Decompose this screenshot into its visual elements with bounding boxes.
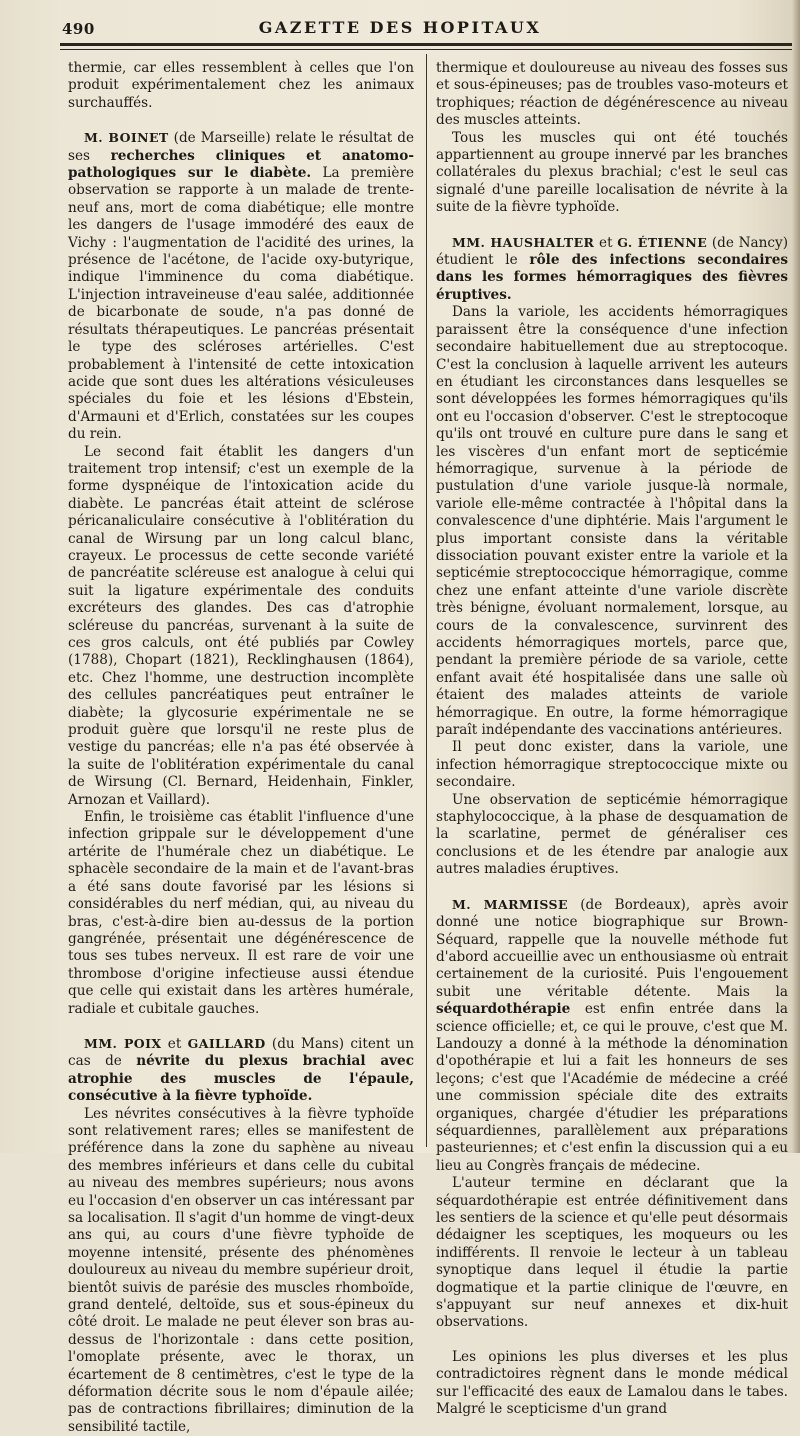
column-divider xyxy=(426,54,427,1147)
report-entry xyxy=(436,896,788,1176)
entry-lead: (du Mans) citent un cas de xyxy=(68,1035,414,1070)
paragraph: L'auteur termine en déclarant que la séquardothérapie est entrée définitivement dans les sentiers de la science et qu'elle peut désormais dédaigner les sceptiques, les moqueurs ou les indifférents. Il renvoie le lecteur à un tableau synoptique dans lequel il étudie la partie dogmatique et la partie clinique de l'œuvre, en s'appuyant sur neuf annexes et dix-huit observations. xyxy=(436,1175,788,1331)
paragraph: Il peut donc exister, dans la variole, une infection hémorragique streptococcique mixte ou secondaire. xyxy=(436,739,788,791)
page-edge-shadow xyxy=(792,0,800,1153)
author-name: M. BOINET xyxy=(84,130,169,146)
paragraph: Le second fait établit les dangers d'un traitement trop intensif; c'est un exemple de la forme dyspnéique de l'intoxication acide du diabète. Le pancréas était atteint de sclérose péricanaliculaire consécutive à l'oblitération du canal de Wirsung par un long calcul blanc, crayeux. Le processus de cette seconde variété de pancréatite scléreuse est analogue à celui qui suit la ligature expérimentale des conduits excréteurs des glandes. Des cas d'atrophie scléreuse du pancréas, survenant à la suite de ces gros calculs, ont été publiés par Cowley (1788), Chopart (1821), Recklinghausen (1864), etc. Chez l'homme, une destruction incomplète des cellules pancréatiques peut entraîner le diabète; la glycosurie expérimentale ne se produit guère que lorsqu'il ne reste plus de vestige du pancréas; elle n'a pas été observée à la suite de l'oblitération expérimentale du canal de Wirsung (Cl. Bernard, Heidenhain, Finkler, Arnozan et Vaillard). xyxy=(68,443,414,808)
header-rule-thick xyxy=(60,43,792,46)
report-entry xyxy=(68,1035,414,1106)
paragraph: Dans la variole, les accidents hémorragiques paraissent être la conséquence d'une infection secondaire habituellement due au streptocoque. C'est la conclusion à laquelle arrivent les auteurs en étudiant les circonstances dans lesquelles se sont développées les formes hémorragiques qu'ils ont eu l'occasion d'observer. C'est le streptocoque qu'ils ont trouvé en culture pure dans le sang et les viscères d'un enfant mort de septicémie hémorragique, survenue à la période de pustulation d'une variole jusque-là normale, variole elle-même contractée à l'hôpital dans la convalescence d'une diphtérie. Mais l'argument le plus important consiste dans la véritable dissociation pouvant exister entre la variole et la septicémie streptococcique hémorragique, comme chez une enfant atteinte d'une variole discrète très bénigne, évoluant normalement, lorsque, au cours de la convalescence, survinrent des accidents hémorragiques mortels, parce que, pendant la première période de sa variole, cette enfant avait été hospitalisée dans une salle où étaient des malades atteints de variole hémorragique. En outre, la forme hémorragique paraît indépendante des vaccinations antérieures. xyxy=(436,304,788,739)
entry-lead: (de Bordeaux), après avoir donné une notice biographique sur Brown-Séquard, rappelle que la nouvelle méthode fut d'abord accueillie avec un enthousiasme où entrait certainement de la curiosité. Puis l'engouement subit une véritable détente. Mais la xyxy=(436,896,788,1000)
entry-lead: (de Nancy) étudient le xyxy=(436,234,788,269)
paragraph: Une observation de septicémie hémorragique staphylococcique, à la phase de desquamation de la scarlatine, permet de généraliser ces conclusions et de les étendre par analogie aux autres maladies éruptives. xyxy=(436,791,788,878)
author-name: MM. POIX xyxy=(84,1035,162,1051)
right-column xyxy=(436,60,788,1418)
left-column xyxy=(68,60,414,1436)
paragraph: Enfin, le troisième cas établit l'influence d'une infection grippale sur le développement d'une artérite de l'humérale chez un diabétique. Le sphacèle secondaire de la main et de l'avant-bras a été sans doute favorisé par les lésions si considérables du nerf médian, qui, au niveau du bras, c'est-à-dire bien au-dessus de la portion gangrénée, présentait une dégénérescence de tous ses tubes nerveux. Il est rare de voir une thrombose d'origine infectieuse aussi étendue que celle qui existait dans les artères humérale, radiale et cubitale gauches. xyxy=(68,809,414,1017)
author-connector: et xyxy=(161,1035,188,1052)
author-name: M. MARMISSE xyxy=(452,896,568,912)
entry-text: est enfin entrée dans la science officielle; et, ce qui le prouve, c'est que M. Landouzy a donné à la méthode la dénomination d'opothérapie et lui a fait les honneurs de ses leçons; c'est que l'Académie de médecine a créé une commission spéciale dite des extraits organiques, chargée d'étudier les préparations séquardiennes, parallèlement aux préparations pasteuriennes; et c'est enfin la discussion qui a eu lieu au Congrès français de médecine. xyxy=(436,1001,788,1174)
entry-topic: rôle des infections secondaires dans les formes hémorragiques des fièvres éruptives. xyxy=(436,252,789,303)
running-head: GAZETTE DES HOPITAUX xyxy=(258,18,542,37)
paragraph: Les opinions les plus diverses et les plus contradictoires règnent dans le monde médical sur l'efficacité des eaux de Lamalou dans le tabes. Malgré le scepticisme d'un grand xyxy=(436,1348,788,1418)
report-entry xyxy=(68,129,414,443)
entry-topic: recherches cliniques et anatomo-pathologiques sur le diabète. xyxy=(68,147,414,182)
paragraph-continuation: thermie, car elles ressemblent à celles que l'on produit expérimentalement chez les animaux surchauffés. xyxy=(68,60,414,111)
author-name: G. ÉTIENNE xyxy=(617,234,708,250)
author-name: GAILLARD xyxy=(187,1035,266,1051)
page-number: 490 xyxy=(62,20,95,38)
entry-topic: névrite du plexus brachial avec atrophie des muscles de l'épaule, consécutive à la fièvre typhoïde. xyxy=(68,1053,414,1105)
entry-text: La première observation se rapporte à un malade de trente-neuf ans, mort de coma diabétique; elle montre les dangers de l'usage immodéré des eaux de Vichy : l'augmentation de l'acidité des urines, la présence de l'acétone, de l'acide oxy-butyrique, indique l'imminence du coma diabétique. L'injection intraveineuse d'eau salée, additionnée de bicarbonate de soude, n'a pas donné de résultats thérapeutiques. Le pancréas présentait le type des scléroses artérielles. C'est probablement à l'intensité de cette intoxication acide que sont dues les altérations vésiculeuses spéciales du foie et les lésions d'Ebstein, d'Armauni et d'Erlich, constatées sur les coupes du rein. xyxy=(68,165,414,443)
report-entry xyxy=(436,234,788,305)
entry-topic: séquardothérapie xyxy=(436,1001,571,1018)
paragraph: Tous les muscles qui ont été touchés appartiennent au groupe innervé par les branches collatérales du plexus brachial; c'est le seul cas signalé d'une pareille localisation de névrite à la suite de la fièvre typhoïde. xyxy=(436,129,788,216)
paragraph: Les névrites consécutives à la fièvre typhoïde sont relativement rares; elles se manifestent de préférence dans la zone du saphène au niveau des membres inférieurs et dans celle du cubital au niveau des membres supérieurs; nous avons eu l'occasion d'en observer un cas intéressant par sa localisation. Il s'agit d'un homme de vingt-deux ans qui, au cours d'une fièvre typhoïde de moyenne intensité, présente des phénomènes douloureux au niveau du membre supérieur droit, bientôt suivis de parésie des muscles rhomboïde, grand dentelé, deltoïde, sus et sous-épineux du côté droit. Le malade ne peut élever son bras au-dessus de l'horizontale : dans cette position, l'omoplate présente, avec le thorax, un écartement de 8 centimètres, c'est le type de la déformation décrite sous le nom d'épaule ailée; pas de contractions fibrillaires; diminution de la sensibilité tactile, xyxy=(68,1105,414,1435)
author-name: MM. HAUSHALTER xyxy=(452,234,595,250)
header-rule-thin xyxy=(60,49,792,50)
author-connector: et xyxy=(594,234,618,251)
paragraph-continuation: thermique et douloureuse au niveau des fosses sus et sous-épineuses; pas de troubles vaso-moteurs et trophiques; réaction de dégénérescence au niveau des muscles atteints. xyxy=(436,60,788,129)
entry-lead: (de Marseille) relate le résultat de ses xyxy=(68,130,414,164)
